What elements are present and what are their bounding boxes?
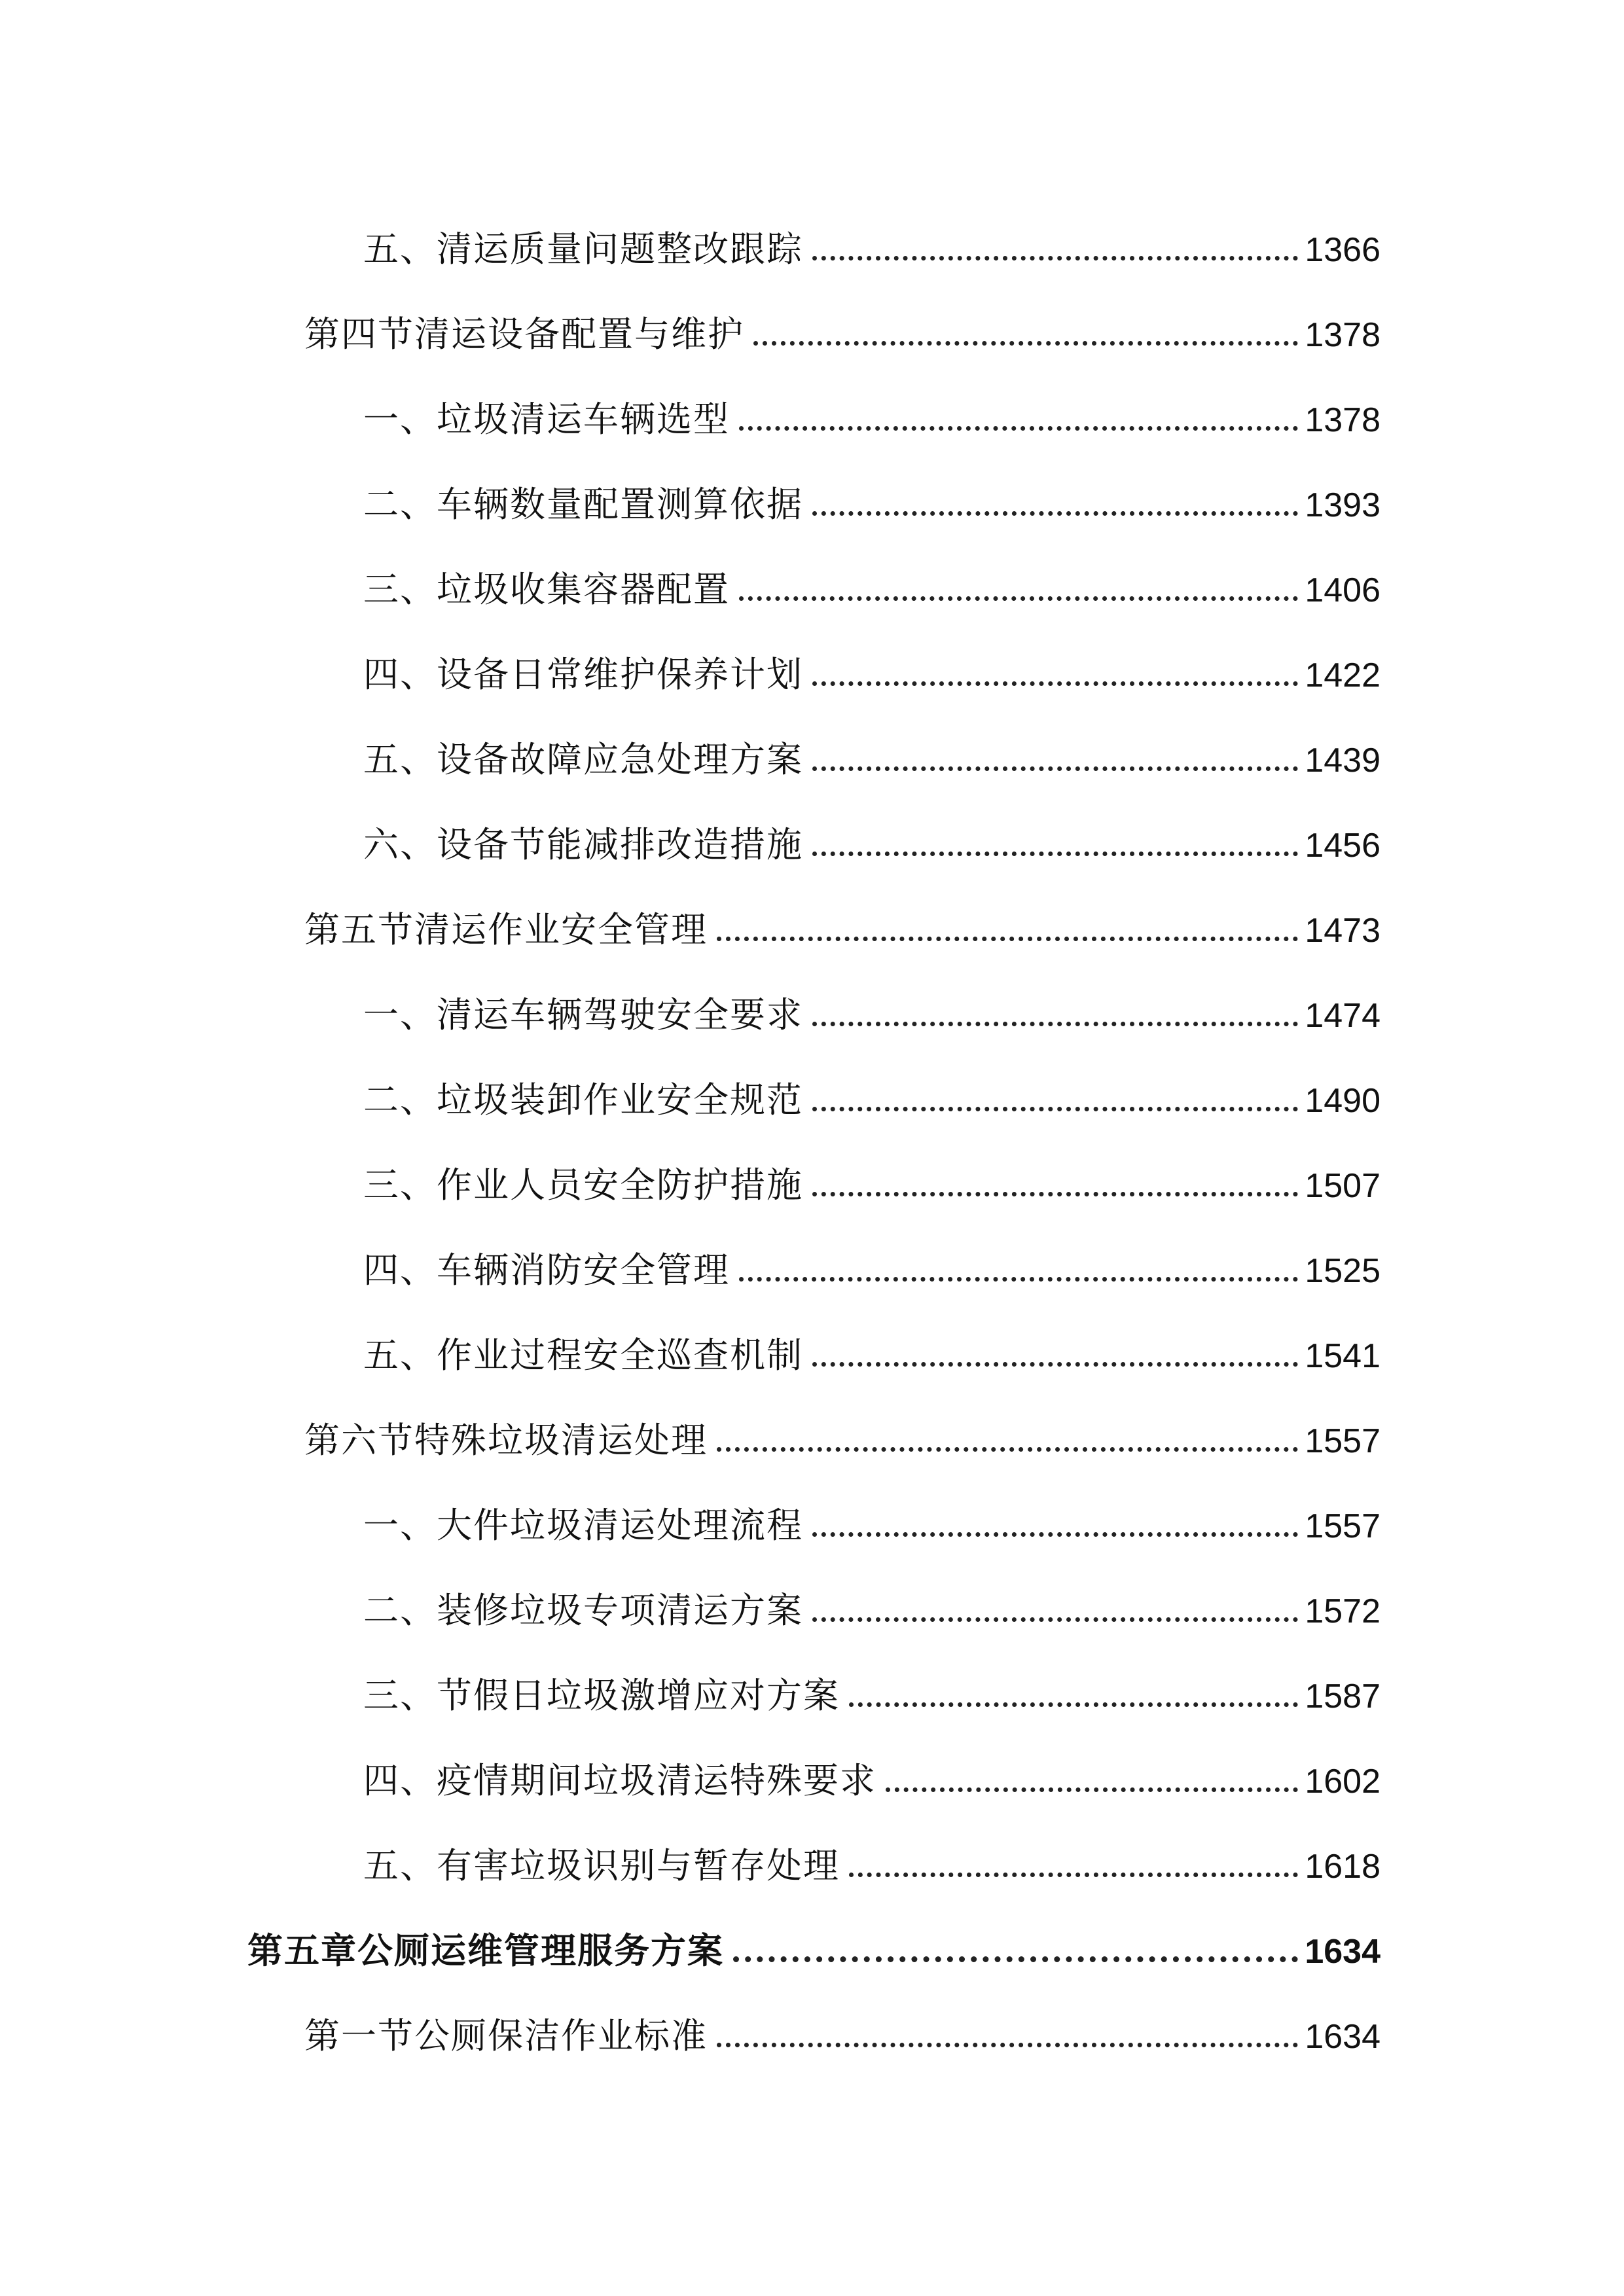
- toc-dot-leader: [812, 1107, 1298, 1111]
- toc-entry[interactable]: [363, 719, 1380, 778]
- toc-entry[interactable]: [363, 1144, 1380, 1206]
- toc-entry-page-number: 1378: [1305, 316, 1380, 354]
- toc-dot-leader: [812, 1022, 1298, 1026]
- toc-entry-title: 一、垃圾清运车辆选型: [363, 399, 730, 440]
- toc-dot-leader: [733, 1956, 1298, 1962]
- toc-entry[interactable]: [363, 548, 1380, 610]
- toc-entry[interactable]: [363, 378, 1380, 440]
- toc-entry-page-number: 1439: [1305, 742, 1380, 780]
- toc-dot-leader: [812, 256, 1298, 260]
- toc-entry[interactable]: [363, 1484, 1380, 1546]
- toc-dot-leader: [812, 1362, 1298, 1367]
- toc-entry-page-number: 1557: [1305, 1507, 1380, 1545]
- toc-dot-leader: [812, 1192, 1298, 1196]
- toc-entry[interactable]: [363, 1740, 1380, 1799]
- toc-entry-title: 五、设备故障应急处理方案: [363, 739, 803, 780]
- toc-dot-leader: [717, 1447, 1298, 1452]
- toc-entry-title: 四、疫情期间垃圾清运特殊要求: [363, 1760, 876, 1801]
- toc-entry-page-number: 1618: [1305, 1848, 1380, 1886]
- toc-dot-leader: [717, 937, 1298, 941]
- toc-dot-leader: [739, 1277, 1298, 1282]
- toc-entry[interactable]: [363, 1229, 1380, 1291]
- toc-entry-page-number: 1406: [1305, 571, 1380, 609]
- toc-entry-title: 四、车辆消防安全管理: [363, 1249, 730, 1291]
- toc-entry-title: 三、作业人员安全防护措施: [363, 1164, 803, 1206]
- toc-entry-title: 四、设备日常维护保养计划: [363, 654, 803, 695]
- toc-entry-page-number: 1473: [1305, 912, 1380, 950]
- toc-dot-leader: [812, 766, 1298, 771]
- toc-entry-page-number: 1378: [1305, 401, 1380, 439]
- toc-entry[interactable]: [363, 804, 1380, 863]
- toc-entry-title: 二、车辆数量配置测算依据: [363, 484, 803, 525]
- toc-entry[interactable]: [304, 1995, 1380, 2054]
- toc-dot-leader: [812, 852, 1298, 856]
- toc-entry-title: 二、垃圾装卸作业安全规范: [363, 1079, 803, 1121]
- toc-dot-leader: [849, 1873, 1298, 1877]
- toc-entry-page-number: 1587: [1305, 1677, 1380, 1715]
- toc-dot-leader: [753, 341, 1298, 346]
- toc-entry[interactable]: [363, 1825, 1380, 1884]
- toc-entry-title: 六、设备节能减排改造措施: [363, 824, 803, 865]
- toc-entry-page-number: 1393: [1305, 486, 1380, 524]
- toc-entry-page-number: 1541: [1305, 1337, 1380, 1375]
- toc-dot-leader: [812, 1617, 1298, 1622]
- toc-entry-page-number: 1366: [1305, 231, 1380, 269]
- toc-entry-title: 三、节假日垃圾激增应对方案: [363, 1675, 840, 1716]
- toc-entry[interactable]: [304, 293, 1380, 355]
- toc-entry[interactable]: [363, 1314, 1380, 1376]
- toc-entry-title: 一、大件垃圾清运处理流程: [363, 1505, 803, 1546]
- toc-entry-title: 第四节清运设备配置与维护: [304, 314, 744, 355]
- toc-entry[interactable]: [363, 1570, 1380, 1631]
- toc-entry-title: 二、装修垃圾专项清运方案: [363, 1590, 803, 1631]
- toc-entry-title: 第五章公厕运维管理服务方案: [247, 1930, 724, 1971]
- toc-entry-title: 三、垃圾收集容器配置: [363, 569, 730, 610]
- toc-entry-page-number: 1634: [1305, 2018, 1380, 2056]
- toc-entry[interactable]: [363, 634, 1380, 695]
- toc-entry-page-number: 1507: [1305, 1167, 1380, 1205]
- toc-entry-chapter[interactable]: [247, 1910, 1380, 1969]
- toc-entry[interactable]: [363, 463, 1380, 525]
- toc-dot-leader: [812, 511, 1298, 516]
- toc-entry-page-number: 1490: [1305, 1082, 1380, 1120]
- toc-entry[interactable]: [363, 1655, 1380, 1716]
- toc-entry-page-number: 1456: [1305, 827, 1380, 865]
- toc-entry-title: 五、作业过程安全巡查机制: [363, 1335, 803, 1376]
- toc-entry[interactable]: [363, 1059, 1380, 1121]
- toc-entry-title: 第五节清运作业安全管理: [304, 909, 708, 950]
- toc-dot-leader: [717, 2043, 1298, 2047]
- toc-dot-leader: [739, 596, 1298, 601]
- toc-entry-page-number: 1422: [1305, 656, 1380, 694]
- toc-entry-title: 第六节特殊垃圾清运处理: [304, 1420, 708, 1461]
- toc-dot-leader: [739, 426, 1298, 431]
- toc-entry-title: 第一节公厕保洁作业标准: [304, 2015, 708, 2056]
- toc-entry-page-number: 1572: [1305, 1592, 1380, 1630]
- toc-entry-page-number: 1525: [1305, 1252, 1380, 1290]
- toc-entry[interactable]: [363, 208, 1380, 270]
- toc-entry-title: 五、有害垃圾识别与暂存处理: [363, 1845, 840, 1886]
- toc-dot-leader: [849, 1702, 1298, 1707]
- toc-entry-page-number: 1634: [1305, 1933, 1380, 1971]
- toc-dot-leader: [886, 1787, 1298, 1792]
- toc-entry-title: 五、清运质量问题整改跟踪: [363, 228, 803, 270]
- toc-dot-leader: [812, 1532, 1298, 1537]
- toc-entry-title: 一、清运车辆驾驶安全要求: [363, 994, 803, 1035]
- toc-entry[interactable]: [363, 974, 1380, 1033]
- toc-entry[interactable]: [304, 889, 1380, 948]
- toc-entry-page-number: 1602: [1305, 1763, 1380, 1801]
- toc-dot-leader: [812, 681, 1298, 686]
- toc-entry-page-number: 1557: [1305, 1422, 1380, 1460]
- toc-entry[interactable]: [304, 1399, 1380, 1461]
- toc-entry-page-number: 1474: [1305, 997, 1380, 1035]
